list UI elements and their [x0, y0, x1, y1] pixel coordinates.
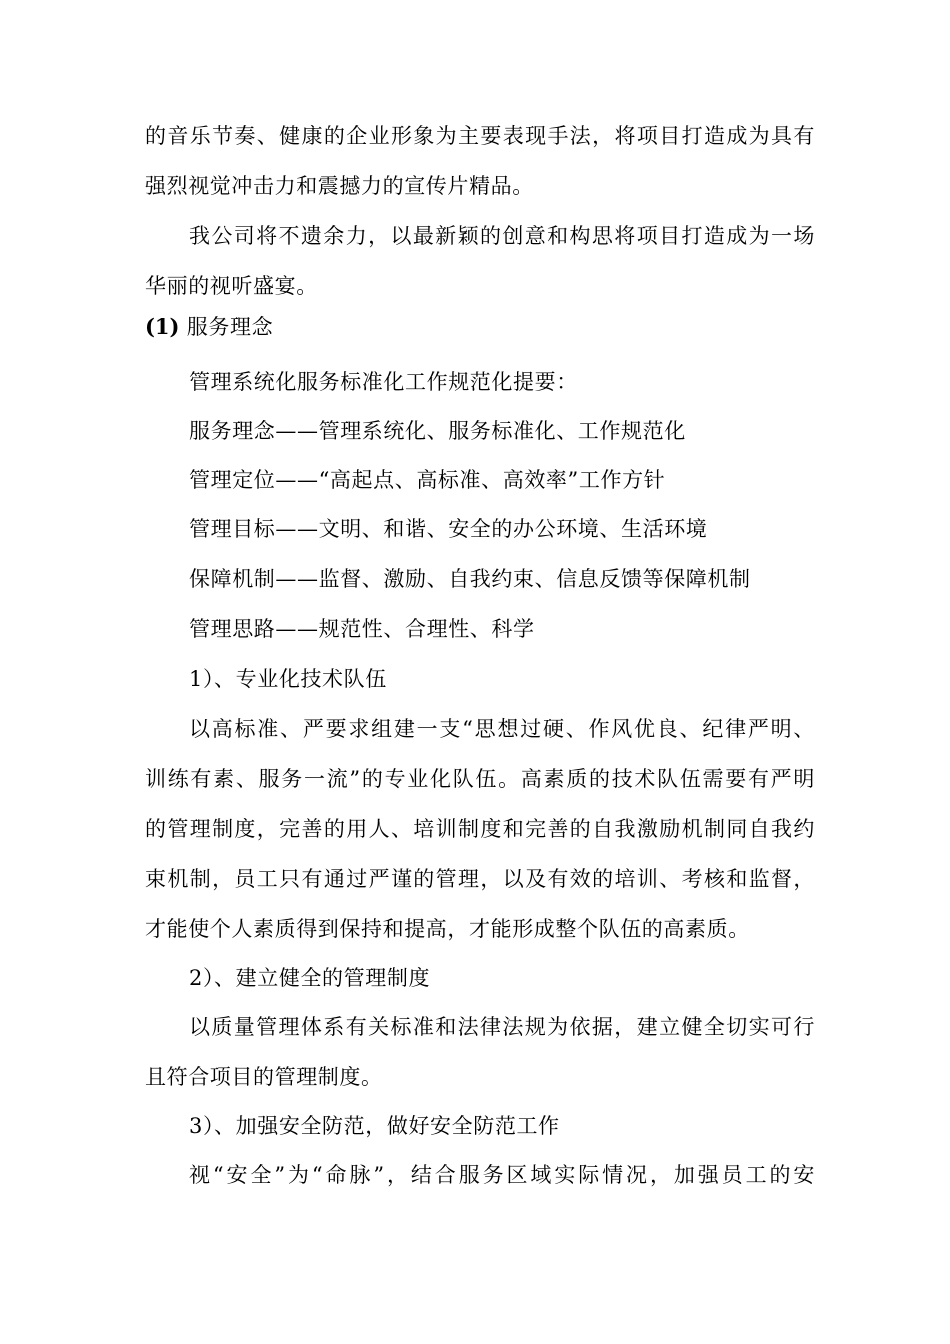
paragraph-line: 才能使个人素质得到保持和提高，才能形成整个队伍的高素质。: [145, 917, 750, 941]
subsection-heading: 3）、加强安全防范，做好安全防范工作: [189, 1114, 560, 1138]
paragraph-line: 视“安全”为“命脉”，结合服务区域实际情况，加强员工的安: [189, 1163, 815, 1187]
paragraph-line: 强烈视觉冲击力和震撼力的宣传片精品。: [145, 174, 534, 198]
paragraph-line: 的音乐节奏、健康的企业形象为主要表现手法，将项目打造成为具有: [145, 124, 815, 148]
list-item: 服务理念——管理系统化、服务标准化、工作规范化: [189, 419, 686, 443]
list-item: 管理定位——“高起点、高标准、高效率”工作方针: [189, 468, 666, 492]
paragraph-line: 束机制，员工只有通过严谨的管理，以及有效的培训、考核和监督，: [145, 867, 815, 891]
section-heading-title: 服务理念: [186, 315, 274, 339]
paragraph-line: 以高标准、严要求组建一支“思想过硬、作风优良、纪律严明、: [189, 717, 815, 741]
paragraph-line: 且符合项目的管理制度。: [145, 1065, 383, 1089]
section-heading-number: (1): [145, 314, 180, 339]
paragraph-line: 以质量管理体系有关标准和法律法规为依据，建立健全切实可行: [189, 1015, 815, 1039]
paragraph-line: 训练有素、服务一流”的专业化队伍。高素质的技术队伍需要有严明: [145, 767, 815, 791]
paragraph-line: 管理系统化服务标准化工作规范化提要：: [189, 370, 578, 394]
subsection-heading: 1）、专业化技术队伍: [189, 667, 387, 691]
subsection-heading: 2）、建立健全的管理制度: [189, 966, 431, 990]
list-item: 管理思路——规范性、合理性、科学: [189, 617, 535, 641]
paragraph-line: 的管理制度，完善的用人、培训制度和完善的自我激励机制同自我约: [145, 817, 815, 841]
section-heading: [145, 312, 815, 342]
paragraph-line: 华丽的视听盛宴。: [145, 274, 318, 298]
list-item: 保障机制——监督、激励、自我约束、信息反馈等保障机制: [189, 567, 751, 591]
paragraph-line: 我公司将不遗余力，以最新颖的创意和构思将项目打造成为一场: [189, 224, 815, 248]
list-item: 管理目标——文明、和谐、安全的办公环境、生活环境: [189, 517, 708, 541]
